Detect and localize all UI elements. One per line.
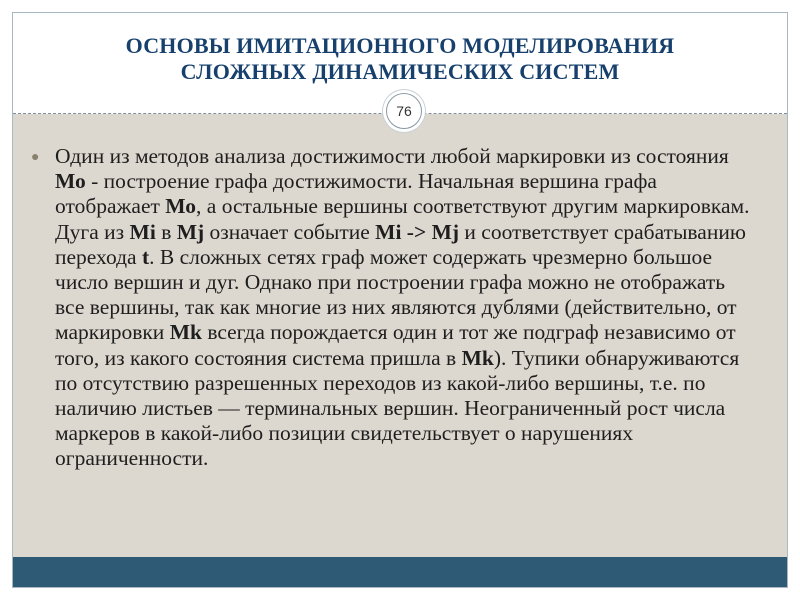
slide-title	[13, 33, 787, 85]
bold-term: t	[141, 244, 150, 269]
bold-term: Mk	[169, 320, 202, 345]
text-run: Один из методов анализа достижимости любой маркировки из состояния	[55, 144, 729, 168]
text-run: всегда порождается один и тот же подграф независимо от того, из какого состояния система пришла в	[55, 320, 736, 370]
bold-term: Мо	[55, 169, 86, 194]
slide	[12, 12, 788, 588]
footer-bar	[13, 557, 787, 587]
text-run: ). Тупики обнаруживаются по отсутствию разрешенных переходов из какой-либо вершины, т.е. по наличию листьев — терминальных вершин. Неограниченный рост числа маркеров в какой-либо позиции свидетельствует о нарушениях ограниченности.	[55, 345, 740, 471]
bold-term: Мо	[165, 194, 197, 219]
text-run: в	[155, 219, 177, 244]
bullet-item	[31, 144, 753, 472]
text-run: означает событие	[204, 219, 376, 244]
page-number-badge: 76	[386, 93, 422, 129]
text-run: . В сложных сетях граф может содержать чрезмерно большое число вершин и дуг. Однако при построении графа можно не отображать все вершины, так как многие из них являются дублями (действительно, от маркировки	[55, 244, 737, 345]
bold-term: Mk	[461, 345, 494, 370]
slide-title-line-1: ОСНОВЫ ИМИТАЦИОННОГО МОДЕЛИРОВАНИЯ	[125, 33, 675, 58]
text-run: и соответствует срабатыванию перехода	[55, 219, 746, 269]
bold-term: Mj	[176, 219, 205, 244]
slide-title-line-2: СЛОЖНЫХ ДИНАМИЧЕСКИХ СИСТЕМ	[180, 59, 620, 84]
text-run: - построение графа достижимости. Начальная вершина графа отображает	[55, 169, 657, 219]
text-run: , а остальные вершины соответствуют другим маркировкам. Дуга из	[55, 194, 750, 244]
content-area	[13, 114, 787, 558]
bullet-icon: ●	[31, 150, 40, 165]
bullet-text	[55, 144, 753, 472]
bold-term: Mi -> Mj	[375, 219, 460, 244]
bold-term: Mi	[129, 219, 156, 244]
